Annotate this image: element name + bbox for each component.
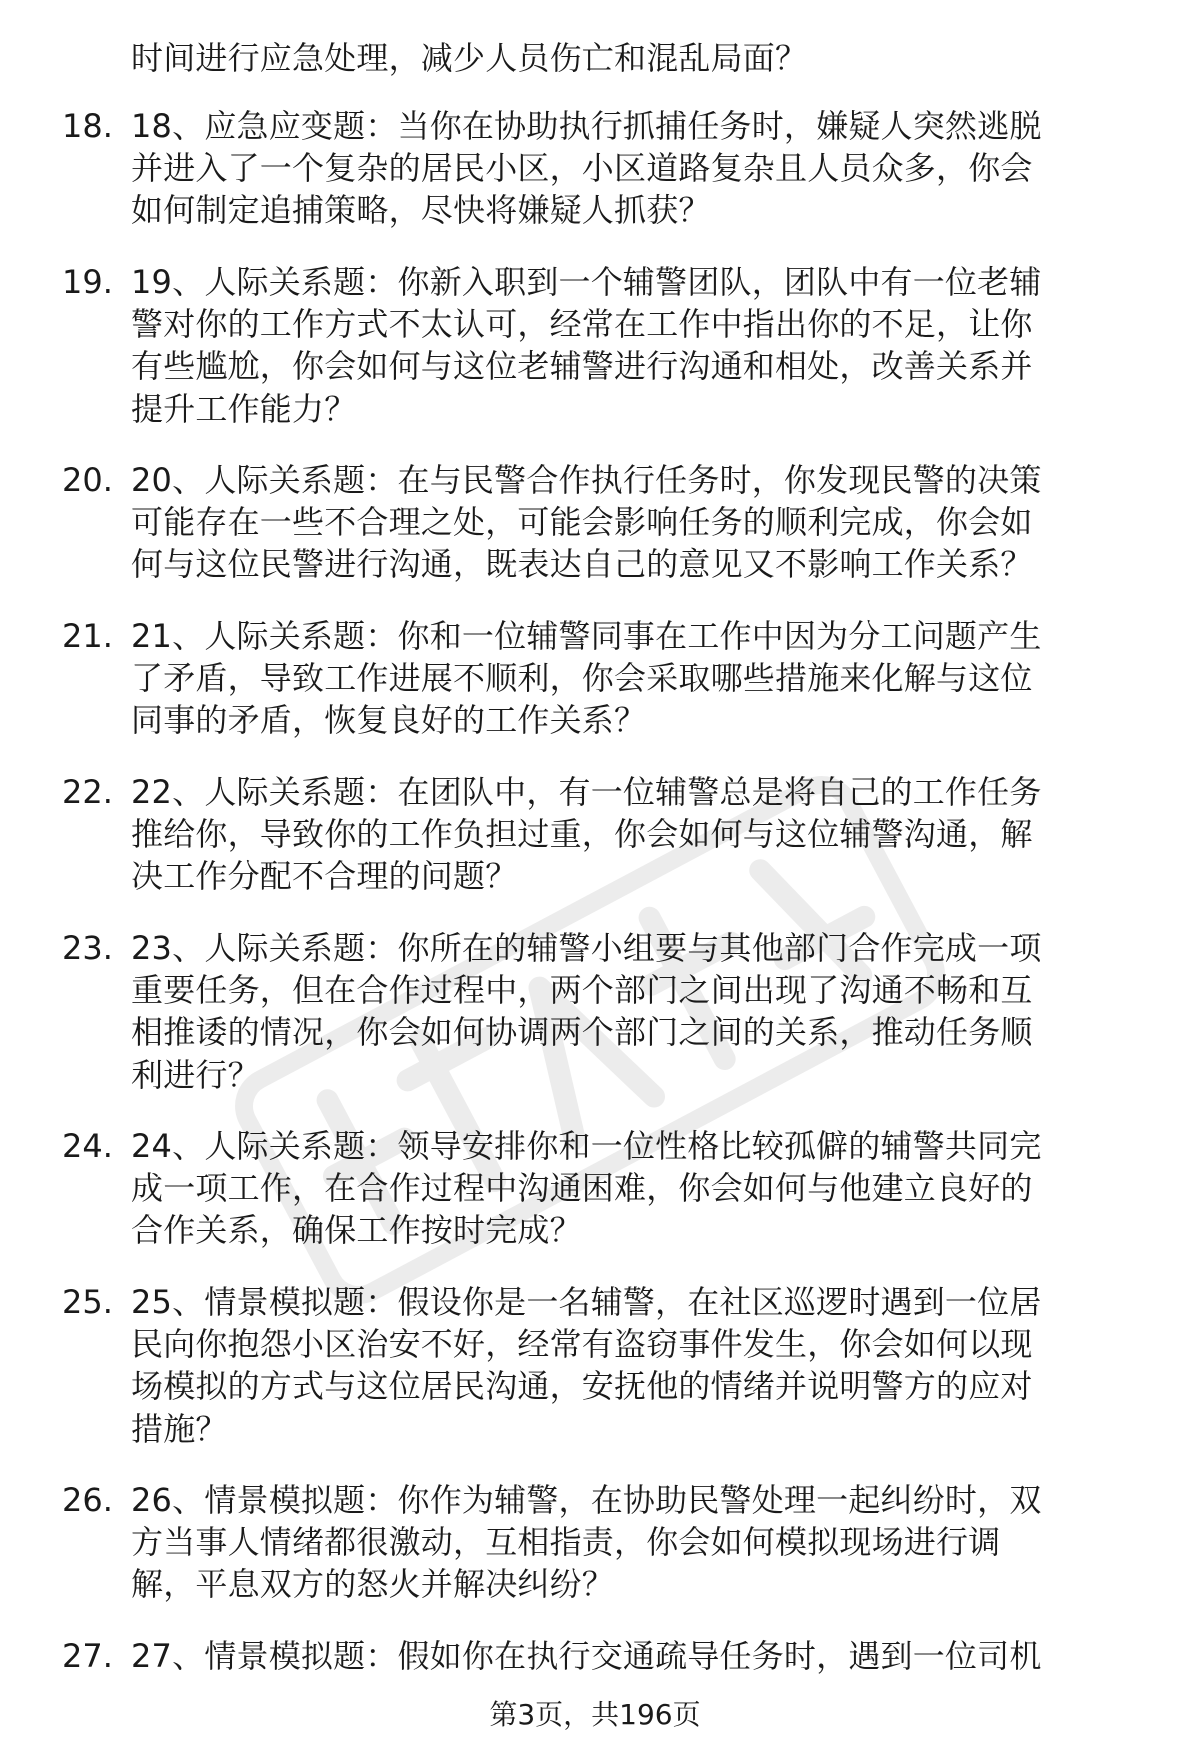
question-number: 26. xyxy=(62,1481,113,1519)
question-number: 21. xyxy=(62,617,113,655)
question-text: 25、情景模拟题：假设你是一名辅警，在社区巡逻时遇到一位居 民向你抱怨小区治安不好，经常有盗窃事件发生，你会如何以现 场模拟的方式与这位居民沟通，安抚他的情绪并说明警方的应对 措施？ xyxy=(131,1283,1042,1448)
question-text: 24、人际关系题：领导安排你和一位性格比较孤僻的辅警共同完 成一项工作，在合作过程中沟通困难，你会如何与他建立良好的 合作关系，确保工作按时完成？ xyxy=(131,1127,1042,1250)
question-number: 27. xyxy=(62,1637,113,1675)
page-footer: 第3页，共196页 xyxy=(489,1698,701,1731)
question-number: 20. xyxy=(62,461,113,499)
question-number: 23. xyxy=(62,929,113,967)
question-text: 23、人际关系题：你所在的辅警小组要与其他部门合作完成一项 重要任务，但在合作过程中，两个部门之间出现了沟通不畅和互 相推诿的情况，你会如何协调两个部门之间的关系，推动任务顺 利进行？ xyxy=(131,929,1042,1094)
question-text: 26、情景模拟题：你作为辅警，在协助民警处理一起纠纷时，双 方当事人情绪都很激动，互相指责，你会如何模拟现场进行调 解，平息双方的怒火并解决纠纷？ xyxy=(131,1481,1042,1604)
question-number: 24. xyxy=(62,1127,113,1165)
question-number: 25. xyxy=(62,1283,113,1321)
question-text: 19、人际关系题：你新入职到一个辅警团队，团队中有一位老辅 警对你的工作方式不太认可，经常在工作中指出你的不足，让你 有些尴尬，你会如何与这位老辅警进行沟通和相处，改善关系并 提升工作能力？ xyxy=(131,263,1042,428)
continuation-text: 时间进行应急处理，减少人员伤亡和混乱局面？ xyxy=(131,39,808,77)
question-text: 22、人际关系题：在团队中，有一位辅警总是将自己的工作任务 推给你，导致你的工作负担过重，你会如何与这位辅警沟通，解 决工作分配不合理的问题？ xyxy=(131,773,1042,896)
question-number: 18. xyxy=(62,107,113,145)
question-text: 20、人际关系题：在与民警合作执行任务时，你发现民警的决策 可能存在一些不合理之处，可能会影响任务的顺利完成，你会如 何与这位民警进行沟通，既表达自己的意见又不影响工作关系？ xyxy=(131,461,1042,584)
question-text: 27、情景模拟题：假如你在执行交通疏导任务时，遇到一位司机 xyxy=(131,1637,1042,1675)
question-number: 19. xyxy=(62,263,113,301)
question-number: 22. xyxy=(62,773,113,811)
question-text: 21、人际关系题：你和一位辅警同事在工作中因为分工问题产生 了矛盾，导致工作进展不顺利，你会采取哪些措施来化解与这位 同事的矛盾，恢复良好的工作关系？ xyxy=(131,617,1042,740)
question-text: 18、应急应变题：当你在协助执行抓捕任务时，嫌疑人突然逃脱 并进入了一个复杂的居民小区，小区道路复杂且人员众多，你会 如何制定追捕策略，尽快将嫌疑人抓获？ xyxy=(131,107,1042,230)
